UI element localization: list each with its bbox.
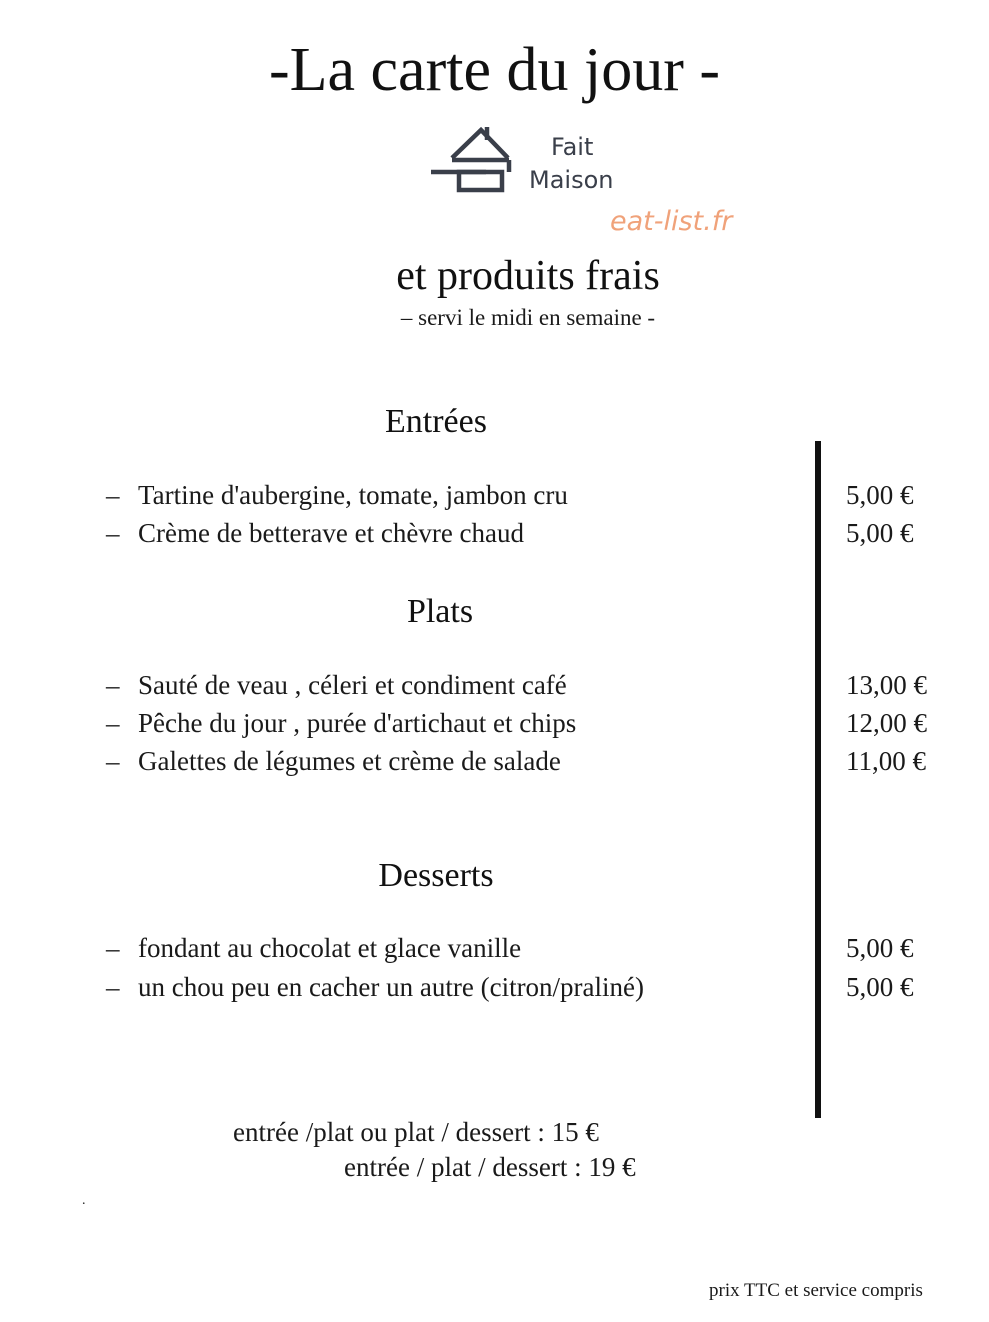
subtitle: et produits frais [396, 253, 660, 299]
menu-item [106, 931, 521, 965]
item-name: Galettes de légumes et crème de salade [138, 746, 561, 776]
fait-maison-logo [430, 124, 630, 200]
menu-item [106, 744, 561, 778]
watermark: eat-list.fr [610, 206, 733, 237]
item-price: 5,00 € [846, 933, 914, 963]
item-price: 13,00 € [846, 670, 927, 700]
item-price: 12,00 € [846, 708, 927, 738]
item-dash: – [106, 972, 120, 1002]
footer-note: prix TTC et service compris [709, 1280, 923, 1301]
house-icon [430, 124, 520, 200]
menu-item [106, 706, 576, 740]
item-name: fondant au chocolat et glace vanille [138, 933, 522, 963]
item-price: 5,00 € [846, 518, 914, 548]
item-price: 5,00 € [846, 480, 914, 510]
formula-line-1: entrée /plat ou plat / dessert : 15 € [233, 1117, 599, 1147]
item-name: Tartine d'aubergine, tomate, jambon cru [138, 480, 568, 510]
logo-line-maison: Maison [529, 166, 614, 194]
item-price: 11,00 € [846, 746, 926, 776]
item-dash: – [106, 933, 120, 963]
menu-item [106, 516, 524, 550]
price-divider-line [815, 441, 821, 1118]
item-name: Crème de betterave et chèvre chaud [138, 518, 525, 548]
menu-item [106, 478, 568, 512]
item-dash: – [106, 746, 120, 776]
item-name: Pêche du jour , purée d'artichaut et chips [138, 708, 577, 738]
item-name: Sauté de veau , céleri et condiment café [138, 670, 567, 700]
tagline: – servi le midi en semaine - [400, 305, 656, 330]
section-title-desserts: Desserts [378, 857, 494, 894]
item-dash: – [106, 518, 120, 548]
item-dash: – [106, 708, 120, 738]
page-title: -La carte du jour - [269, 36, 720, 104]
formula-line-2: entrée / plat / dessert : 19 € [344, 1152, 636, 1182]
section-title-plats: Plats [406, 593, 474, 630]
stray-dot: . [82, 1193, 86, 1208]
logo-line-fait: Fait [551, 133, 594, 161]
item-name: un chou peu en cacher un autre (citron/praliné) [138, 972, 645, 1002]
item-dash: – [106, 480, 120, 510]
menu-item [106, 970, 644, 1004]
item-price: 5,00 € [846, 972, 914, 1002]
section-title-entrees: Entrées [385, 403, 487, 440]
item-dash: – [106, 670, 120, 700]
menu-item [106, 668, 567, 702]
